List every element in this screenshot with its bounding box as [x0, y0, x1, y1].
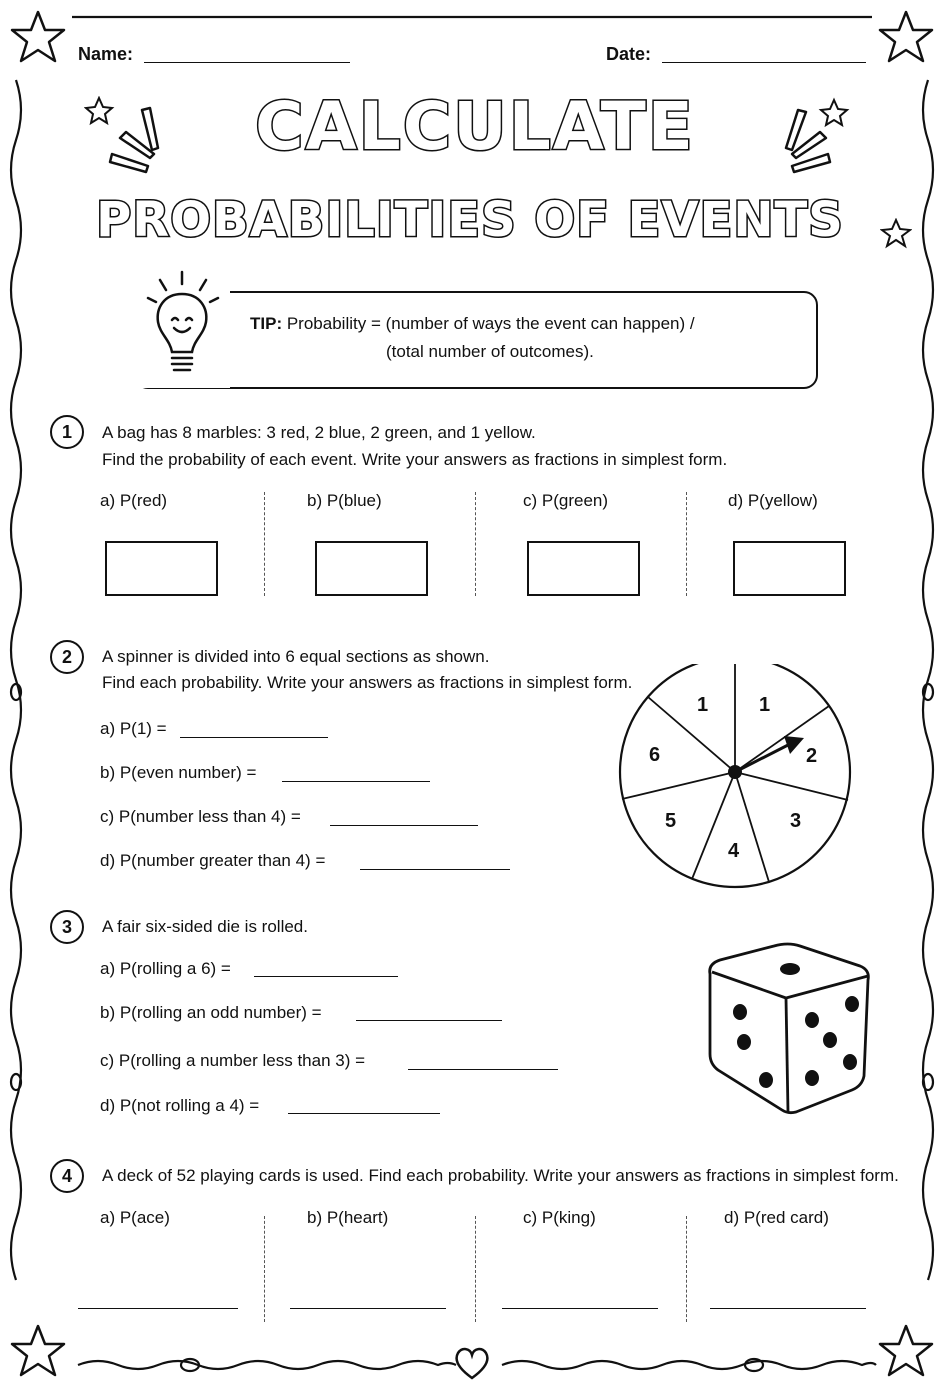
- question-number: 2: [50, 640, 84, 674]
- answer-line[interactable]: [360, 869, 510, 870]
- spinner-label: 1: [697, 694, 709, 716]
- q1-text-line2: Find the probability of each event. Write your answers as fractions in simplest form.: [102, 450, 728, 469]
- name-label: Name:: [78, 44, 134, 64]
- answer-box-d[interactable]: [733, 541, 846, 596]
- q2-text-line2: Find each probability. Write your answers as fractions in simplest form.: [102, 673, 633, 692]
- answer-line[interactable]: [282, 781, 430, 782]
- sparkle-decoration: [84, 96, 174, 186]
- question-number: 3: [50, 910, 84, 944]
- q1-text-line1: A bag has 8 marbles: 3 red, 2 blue, 2 green, and 1 yellow.: [102, 423, 536, 442]
- question-number: 4: [50, 1159, 84, 1193]
- answer-line[interactable]: [330, 825, 478, 826]
- page-title: CALCULATE: [255, 88, 695, 165]
- star-icon: [876, 1322, 936, 1382]
- tip-line1: Probability = (number of ways the event can happen) /: [286, 314, 695, 333]
- q4-part-d: d) P(red card): [724, 1208, 829, 1227]
- q3-part-b: b) P(rolling an odd number) =: [100, 1003, 322, 1022]
- q2-part-b: b) P(even number) =: [100, 763, 257, 782]
- tip-text-line2: (total number of outcomes).: [386, 342, 594, 361]
- divider: [264, 1216, 265, 1322]
- tip-text-line1: [250, 314, 695, 334]
- answer-line[interactable]: [710, 1308, 866, 1309]
- divider: [475, 492, 476, 596]
- spinner-label: 2: [806, 745, 818, 767]
- lightbulb-icon: [130, 268, 230, 392]
- tip-box: [134, 291, 818, 389]
- die-icon: [704, 940, 874, 1116]
- divider: [686, 1216, 687, 1322]
- page-subtitle: PROBABILITIES OF EVENTS: [96, 192, 844, 248]
- star-icon: [8, 1322, 68, 1382]
- date-field[interactable]: [662, 62, 866, 63]
- divider: [264, 492, 265, 596]
- answer-line[interactable]: [78, 1308, 238, 1309]
- q4-text-line1: A deck of 52 playing cards is used. Find each probability. Write your answers as fractions in simplest form.: [102, 1166, 899, 1185]
- q2-part-d: d) P(number greater than 4) =: [100, 851, 326, 870]
- answer-line[interactable]: [502, 1308, 658, 1309]
- q3-text-line1: A fair six-sided die is rolled.: [102, 917, 308, 936]
- heart-icon: [452, 1344, 492, 1382]
- star-icon: [8, 8, 68, 68]
- q3-part-c: c) P(rolling a number less than 3) =: [100, 1051, 366, 1070]
- spinner-label: 4: [728, 840, 740, 862]
- spinner-label: 3: [790, 810, 802, 832]
- answer-line[interactable]: [180, 737, 328, 738]
- q1-part-b: b) P(blue): [307, 491, 382, 510]
- question-number: 1: [50, 415, 84, 449]
- answer-line[interactable]: [408, 1069, 558, 1070]
- answer-line[interactable]: [254, 976, 398, 977]
- sparkle-decoration: [770, 96, 860, 186]
- answer-box-a[interactable]: [105, 541, 218, 596]
- q3-part-d: d) P(not rolling a 4) =: [100, 1096, 260, 1115]
- q1-part-d: d) P(yellow): [728, 491, 818, 510]
- star-icon: [880, 218, 912, 250]
- answer-box-b[interactable]: [315, 541, 428, 596]
- tip-label: TIP:: [250, 314, 283, 333]
- answer-line[interactable]: [288, 1113, 440, 1114]
- q4-part-a: a) P(ace): [100, 1208, 170, 1227]
- q2-part-a: a) P(1) =: [100, 719, 167, 738]
- spinner-label: 5: [665, 810, 677, 832]
- q4-part-c: c) P(king): [523, 1208, 596, 1227]
- q1-part-a: a) P(red): [100, 491, 168, 510]
- answer-box-c[interactable]: [527, 541, 640, 596]
- spinner-label: 6: [649, 744, 661, 766]
- spinner-label: 1: [759, 694, 771, 716]
- q1-part-c: c) P(green): [523, 491, 609, 510]
- star-icon: [876, 8, 936, 68]
- divider: [686, 492, 687, 596]
- name-field[interactable]: [144, 62, 350, 63]
- q3-part-a: a) P(rolling a 6) =: [100, 959, 231, 978]
- date-label: Date:: [606, 44, 652, 64]
- q2-part-c: c) P(number less than 4) =: [100, 807, 301, 826]
- q4-part-b: b) P(heart): [307, 1208, 389, 1227]
- q2-text-line1: A spinner is divided into 6 equal sections as shown.: [102, 647, 490, 666]
- answer-line[interactable]: [290, 1308, 446, 1309]
- answer-line[interactable]: [356, 1020, 502, 1021]
- divider: [475, 1216, 476, 1322]
